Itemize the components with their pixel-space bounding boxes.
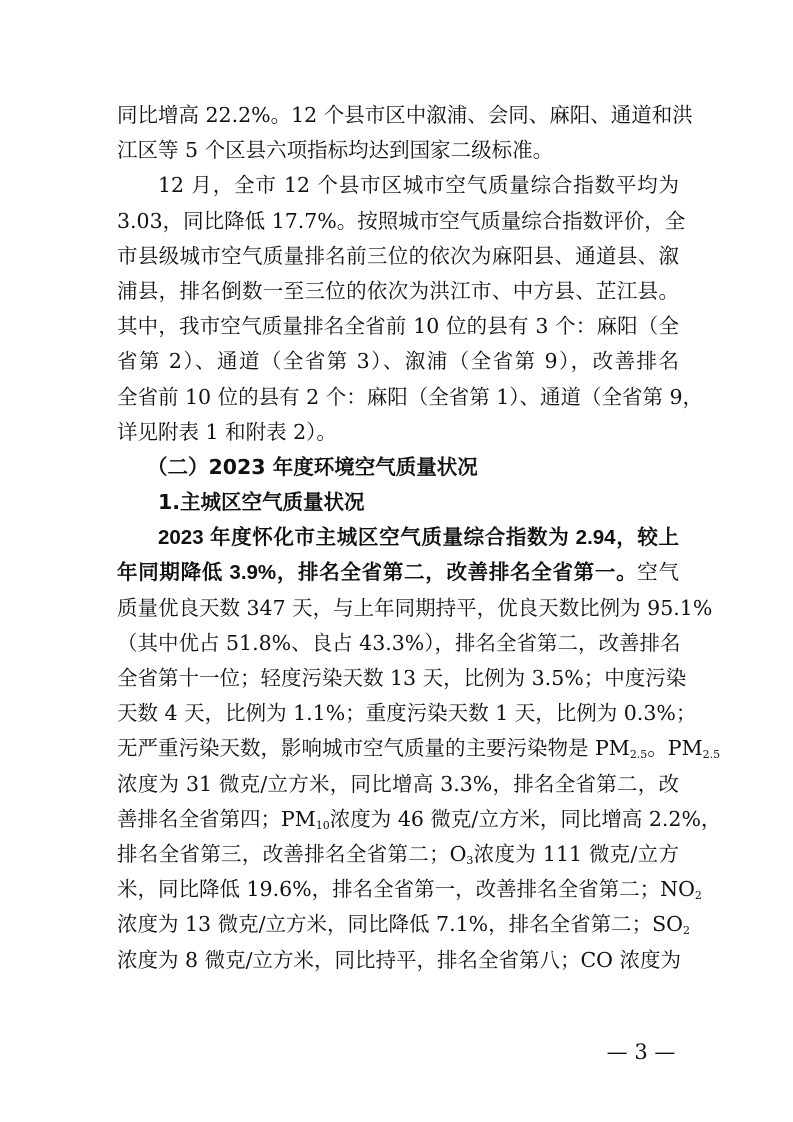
- text-line: [117, 907, 690, 942]
- text-segment: 浓度为 46 微克/立方米，同比增高 2.2%，: [329, 806, 722, 831]
- text-line: 其中，我市空气质量排名全省前 10 位的县有 3 个：麻阳（全: [117, 314, 679, 339]
- text-segment: 善排名全省第四；PM: [117, 806, 316, 831]
- body-text: [117, 98, 722, 978]
- text-line: 浦县，排名倒数一至三位的依次为洪江市、中方县、芷江县。: [117, 278, 679, 303]
- text-line: 浓度为 8 微克/立方米，同比持平，排名全省第八；CO 浓度为: [117, 947, 681, 972]
- text-segment: 浓度为 111 微克/立方: [473, 841, 679, 866]
- text-segment: 排名全省第三，改善排名全省第二；O: [117, 841, 467, 866]
- subscript: 2: [682, 924, 690, 938]
- text-line: 质量优良天数 347 天，与上年同期持平，优良天数比例为 95.1%: [117, 595, 713, 620]
- text-line: 省第 2）、通道（全省第 3）、溆浦（全省第 9），改善排名: [117, 349, 679, 374]
- text-line: [117, 802, 722, 837]
- page-number: — 3 —: [606, 1040, 676, 1064]
- text-line: [117, 555, 679, 590]
- text-segment: 空气: [637, 560, 679, 585]
- text-line: 江区等 5 个区县六项指标均达到国家二级标准。: [117, 138, 554, 163]
- text-line: 3.03，同比降低 17.7%。按照城市空气质量综合指数评价，全: [117, 208, 686, 233]
- text-segment: 米，同比降低 19.6%，排名全省第一，改善排名全省第二；NO: [117, 877, 695, 902]
- text-segment: 浓度为 13 微克/立方米，同比降低 7.1%，排名全省第二；SO: [117, 912, 683, 937]
- text-line: 天数 4 天，比例为 1.1%；重度污染天数 1 天，比例为 0.3%；: [117, 701, 697, 726]
- text-line: 详见附表 1 和附表 2）。: [117, 419, 337, 444]
- text-segment: 。PM: [647, 736, 703, 761]
- subscript: 3: [466, 853, 474, 867]
- section-heading: （二）2023 年度环境空气质量状况: [147, 454, 478, 479]
- text-line: [117, 731, 721, 766]
- text-line: [117, 837, 679, 872]
- highlight-line: 2023 年度怀化市主城区空气质量综合指数为 2.94，较上: [158, 526, 679, 550]
- text-line: 12 月，全市 12 个县市区城市空气质量综合指数平均为: [158, 173, 679, 198]
- subscript: 2.5: [629, 748, 648, 762]
- subscript: 10: [315, 818, 330, 832]
- text-line: 同比增高 22.2%。12 个县市区中溆浦、会同、麻阳、通道和洪: [117, 103, 693, 127]
- text-line: 全省第十一位；轻度污染天数 13 天，比例为 3.5%；中度污染: [117, 666, 687, 690]
- highlight-text: 年同期降低 3.9%，排名全省第二，改善排名全省第一。: [117, 561, 638, 585]
- text-line: 浓度为 31 微克/立方米，同比增高 3.3%，排名全省第二，改: [117, 771, 679, 796]
- text-line: 全省前 10 位的县有 2 个：麻阳（全省第 1）、通道（全省第 9，: [117, 384, 704, 409]
- text-line: 市县级城市空气质量排名前三位的依次为麻阳县、通道县、溆: [117, 243, 679, 268]
- subsection-heading: 1.主城区空气质量状况: [158, 490, 365, 515]
- text-line: （其中优占 51.8%、良占 43.3%），排名全省第二，改善排名: [117, 630, 681, 655]
- subscript: 2: [694, 889, 702, 903]
- text-line: [117, 872, 702, 907]
- subscript: 2.5: [702, 748, 721, 762]
- text-segment: 无严重污染天数，影响城市空气质量的主要污染物是 PM: [117, 736, 630, 761]
